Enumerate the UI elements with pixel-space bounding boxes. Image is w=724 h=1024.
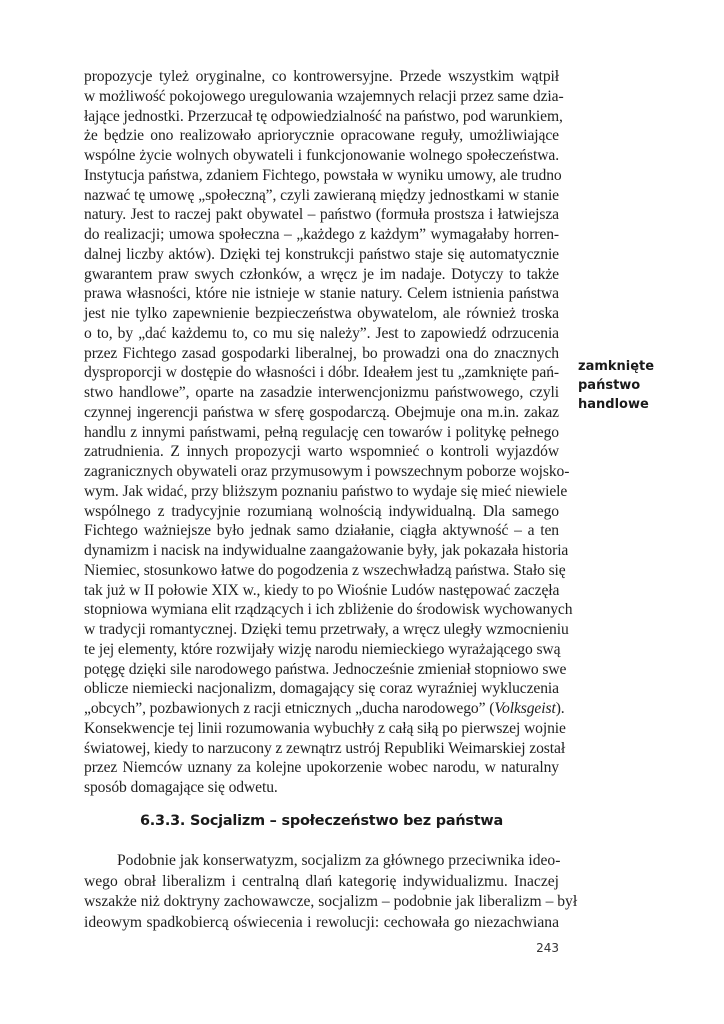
text-line: wszakże niż doktryny zachowawcze, socjalizm – podobnie jak liberalizm – był <box>84 893 578 910</box>
text-line: łające jednostki. Przerzucał tę odpowiedzialność na państwo, pod warunkiem, <box>84 107 563 125</box>
text-line: handlu z innymi państwami, pełną regulację cen towarów i politykę pełnego <box>84 423 559 441</box>
text-line: wspólne życie wolnych obywateli i funkcjonowanie wolnego społeczeństwa. <box>84 147 559 164</box>
margin-note-line: zamknięte <box>578 359 655 374</box>
text-line: przez Niemców uznany za kolejne upokorzenie wobec narodu, w naturalny <box>84 759 559 777</box>
margin-note <box>578 357 688 414</box>
text-line: wego obrał liberalizm i centralną dlań kategorię indywidualizmu. Inaczej <box>84 872 559 890</box>
text-line: potęgę dzięki sile narodowego państwa. Jednocześnie zmieniał stopniowo swe <box>84 660 567 678</box>
italic-term: Volksgeist <box>494 700 556 717</box>
text-line: stwo handlowe”, oparte na zasadzie interwencjonizmu państwowego, czyli <box>84 384 559 401</box>
text-line: o to, by „dać każdemu to, co mu się należy”. Jest to zapowiedź odrzucenia <box>84 324 559 342</box>
page-number: 243 <box>536 941 559 955</box>
text-line: tak już w II połowie XIX w., kiedy to po Wiośnie Ludów następować zaczęła <box>84 581 560 599</box>
text-line: Niemiec, stosunkowo łatwe do pogodzenia z wszechwładzą państwa. Stało się <box>84 561 566 579</box>
text-line: gwarantem praw swych członków, a wręcz je im nadaje. Dotyczy to także <box>84 265 559 283</box>
text-line: zagranicznych obywateli oraz przymusowym i powszechnym poborze wojsko- <box>84 463 570 480</box>
text-line: w możliwość pokojowego uregulowania wzajemnych relacji przez same dzia- <box>84 87 564 105</box>
text-line: dalnej liczby aktów). Dzięki tej konstrukcji państwo staje się automatycznie <box>84 245 559 263</box>
text-line: że będzie ono realizowało apriorycznie opracowane reguły, umożliwiające <box>84 127 559 145</box>
text-line: Fichtego ważniejsze było jednak samo działanie, ciągła aktywność – a ten <box>84 522 559 540</box>
text-line: Konsekwencje tej linii rozumowania wybuchły z całą siłą po pierwszej wojnie <box>84 719 566 737</box>
text-line: ideowym spadkobiercą oświecenia i rewolucji: cechowała go niezachwiana <box>84 913 559 931</box>
text-line: dysproporcji w dostępie do własności i dóbr. Ideałem jest tu „zamknięte pań- <box>84 364 559 382</box>
text-line: stopniowa wymiana elit rządzących i ich zbliżenie do środowisk wychowanych <box>84 601 573 619</box>
text-line: zatrudnienia. Z innych propozycji warto wspomnieć o kontroli wyjazdów <box>84 443 559 461</box>
text-line: jest nie tylko zapewnienie bezpieczeństwa obywatelom, ale również troska <box>84 305 559 322</box>
text-line: przez Fichtego zasad gospodarki liberalnej, bo prowadzi ona do znacznych <box>84 344 559 362</box>
text-line-with-italic <box>84 699 565 719</box>
margin-note-line: państwo <box>578 378 641 393</box>
text-line: te jej elementy, które rozwijały wizję narodu niemieckiego wyrażającego swą <box>84 640 561 658</box>
text-line: w tradycji romantycznej. Dzięki temu przetrwały, a wręcz uległy wzmocnieniu <box>84 621 569 638</box>
text-line: do realizacji; umowa społeczna – „każdego z każdym” wymagałaby horren- <box>84 226 559 243</box>
text-line: czynnej ingerencji państwa w sferę gospodarczą. Obejmuje ona m.in. zakaz <box>84 403 559 421</box>
section-heading: 6.3.3. Socjalizm – społeczeństwo bez państwa <box>139 813 504 829</box>
margin-note-line: handlowe <box>578 397 649 412</box>
text-line: Instytucja państwa, zdaniem Fichtego, powstała w wyniku umowy, ale trudno <box>84 166 562 184</box>
text-line: oblicze niemiecki nacjonalizm, domagający się coraz wyraźniej wykluczenia <box>84 680 559 698</box>
text-line: sposób domagające się odwetu. <box>84 779 278 796</box>
text-line: propozycje tyleż oryginalne, co kontrowersyjne. Przede wszystkim wątpił <box>84 68 559 85</box>
text-line: nazwać tę umowę „społeczną”, czyli zawieraną między jednostkami w stanie <box>84 186 559 204</box>
text-line: światowej, kiedy to narzucony z zewnątrz ustrój Republiki Weimarskiej został <box>84 739 566 757</box>
line-text-suffix: ). <box>555 700 565 717</box>
text-line: wym. Jak widać, przy bliższym poznaniu państwo to wydaje się mieć niewiele <box>84 482 568 500</box>
text-line: prawa własności, które nie istnieje w stanie natury. Celem istnienia państwa <box>84 285 559 303</box>
line-text: „obcych”, pozbawionych z racji etnicznych „ducha narodowego” ( <box>84 700 495 717</box>
text-line: Podobnie jak konserwatyzm, socjalizm za głównego przeciwnika ideo- <box>117 852 561 869</box>
body-text <box>84 67 573 798</box>
text-line: wspólnego z tradycyjnie rozumianą wolnością indywidualną. Dla samego <box>84 502 559 520</box>
text-line: natury. Jest to raczej pakt obywatel – państwo (formuła prostsza i łatwiejsza <box>84 206 559 224</box>
text-line: dynamizm i nacisk na indywidualne zaangażowanie były, jak pokazała historia <box>84 542 569 559</box>
section-body-text <box>84 851 578 933</box>
